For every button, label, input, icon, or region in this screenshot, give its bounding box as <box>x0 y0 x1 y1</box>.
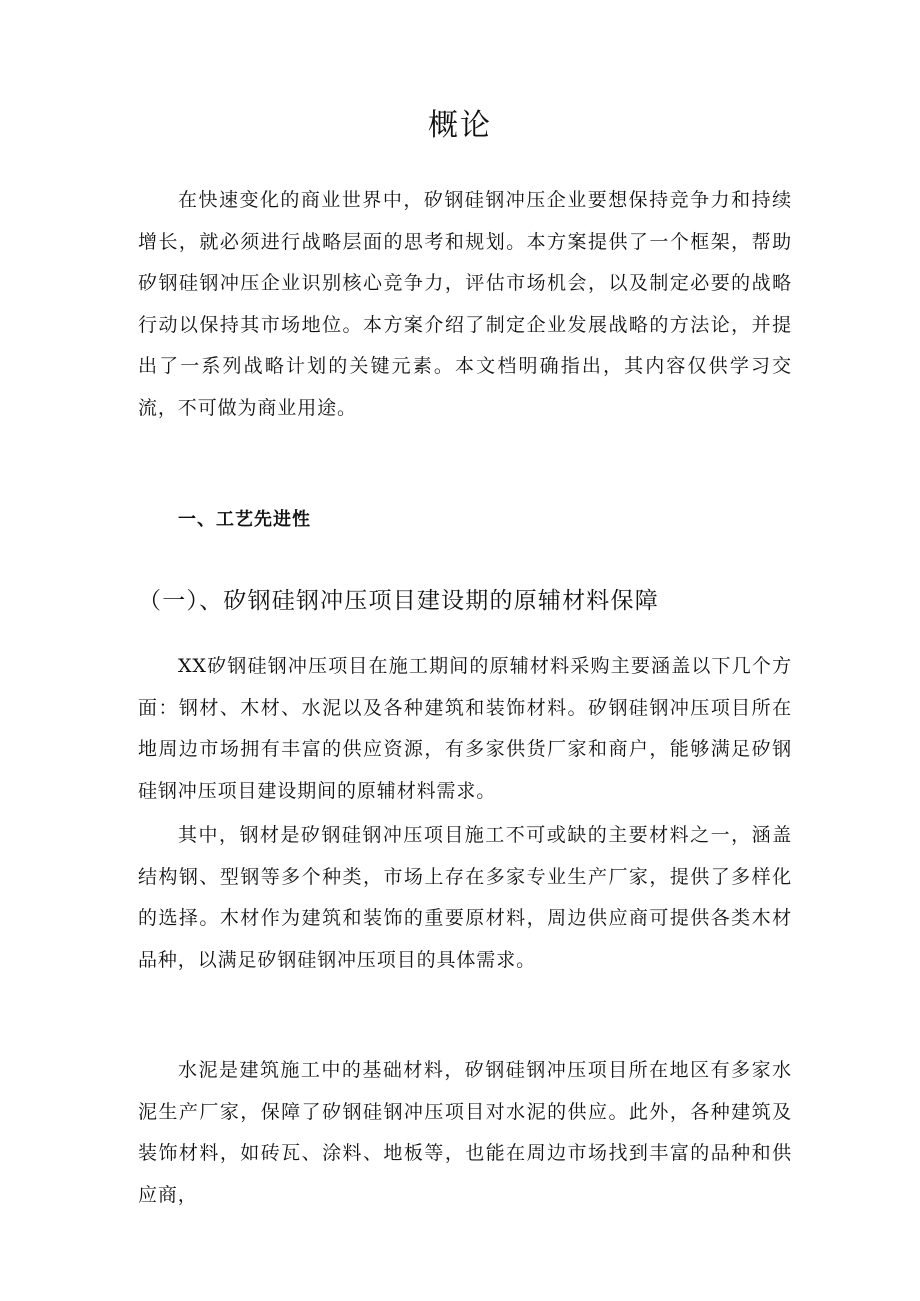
page-title: 概论 <box>428 108 492 143</box>
section-heading: 一、工艺先进性 <box>178 509 311 530</box>
body-paragraph-steel-wood: 其中，钢材是矽钢硅钢冲压项目施工不可或缺的主要材料之一，涵盖结构钢、型钢等多个种类，市场上存在多家专业生产厂家，提供了多样化的选择。木材作为建筑和装饰的重要原材料，周边供应商可提供各类木材品种，以满足矽钢硅钢冲压项目的具体需求。 <box>138 824 792 971</box>
intro-paragraph: 在快速变化的商业世界中，矽钢硅钢冲压企业要想保持竞争力和持续增长，就必须进行战略层面的思考和规划。本方案提供了一个框架，帮助矽钢硅钢冲压企业识别核心竞争力，评估市场机会，以及制定必要的战略行动以保持其市场地位。本方案介绍了制定企业发展战略的方法论，并提出了一系列战略计划的关键元素。本文档明确指出，其内容仅供学习交流，不可做为商业用途。 <box>138 189 792 419</box>
body-paragraph-materials: XX矽钢硅钢冲压项目在施工期间的原辅材料采购主要涵盖以下几个方面：钢材、木材、水泥以及各种建筑和装饰材料。矽钢硅钢冲压项目所在地周边市场拥有丰富的供应资源，有多家供货厂家和商户，能够满足矽钢硅钢冲压项目建设期间的原辅材料需求。 <box>138 655 792 802</box>
sub-heading: （一）、矽钢硅钢冲压项目建设期的原辅材料保障 <box>138 588 659 614</box>
body-paragraph-cement: 水泥是建筑施工中的基础材料，矽钢硅钢冲压项目所在地区有多家水泥生产厂家，保障了矽钢硅钢冲压项目对水泥的供应。此外，各种建筑及装饰材料，如砖瓦、涂料、地板等，也能在周边市场找到丰富的品种和供应商， <box>138 1059 792 1206</box>
